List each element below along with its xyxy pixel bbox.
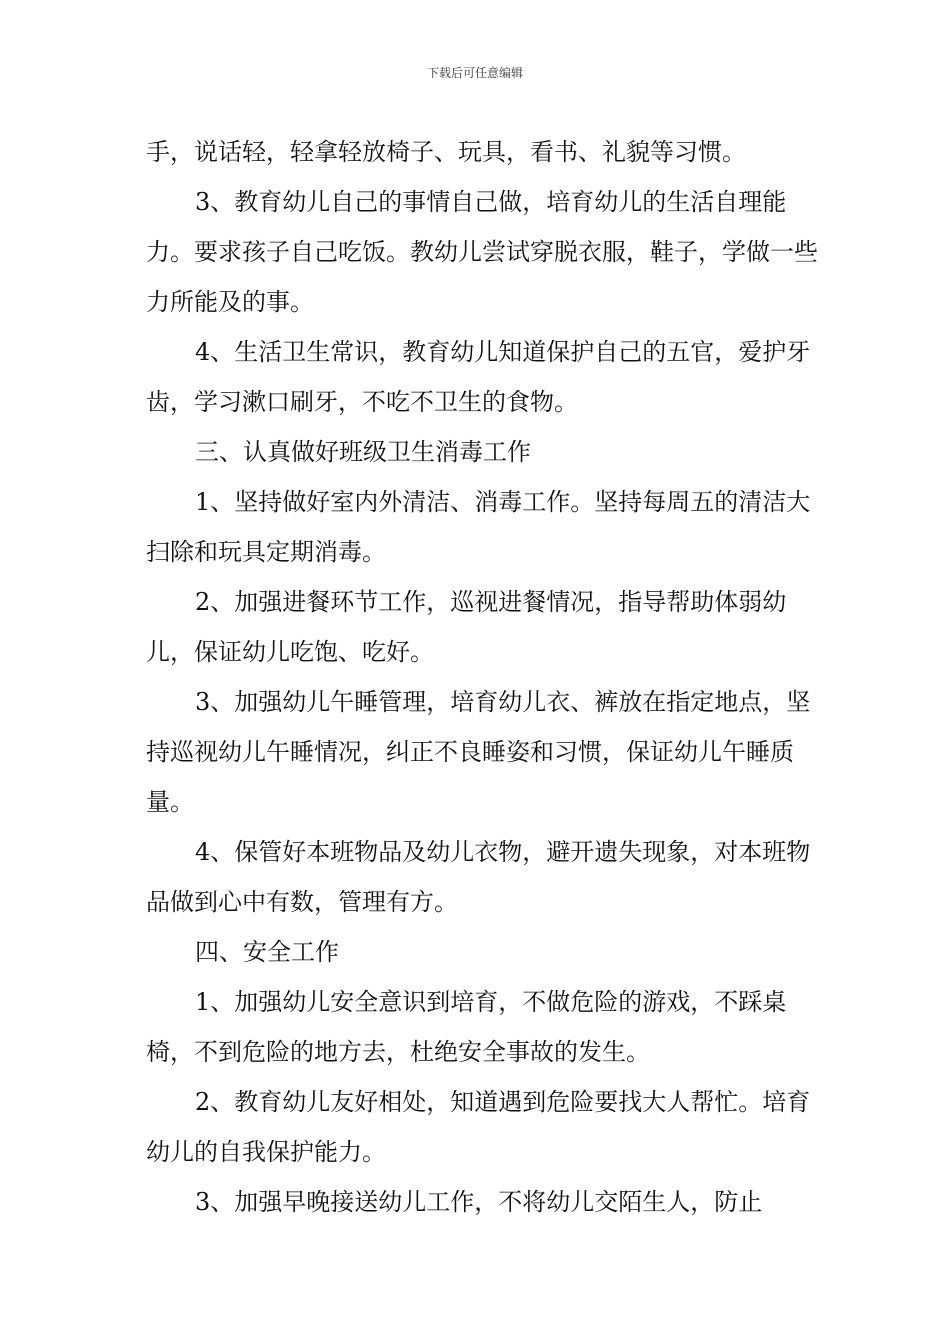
section-heading-safety: 四、安全工作: [195, 938, 339, 966]
paragraph-belongings: 4、保管好本班物品及幼儿衣物，避开遗失现象，对本班物品做到心中有数，管理有方。: [146, 838, 811, 916]
paragraph-pickup: 3、加强早晚接送幼儿工作，不将幼儿交陌生人，防止: [195, 1188, 763, 1216]
paragraph-self-protection: 2、教育幼儿友好相处，知道遇到危险要找大人帮忙。培育幼儿的自我保护能力。: [146, 1088, 811, 1166]
paragraph-cleaning: 1、坚持做好室内外清洁、消毒工作。坚持每周五的清洁大扫除和玩具定期消毒。: [146, 488, 811, 566]
paragraph-safety-awareness: 1、加强幼儿安全意识到培育，不做危险的游戏，不踩桌椅，不到危险的地方去，杜绝安全事故的发生。: [146, 988, 787, 1066]
paragraph-self-care: 3、教育幼儿自己的事情自己做，培育幼儿的生活自理能力。要求孩子自己吃饭。教幼儿尝试穿脱衣服，鞋子，学做一些力所能及的事。: [146, 188, 818, 316]
page-header: 下载后可任意编辑: [426, 66, 523, 80]
section-heading-disinfection: 三、认真做好班级卫生消毒工作: [195, 438, 531, 466]
paragraph-hygiene-knowledge: 4、生活卫生常识，教育幼儿知道保护自己的五官，爱护牙齿，学习漱口刷牙，不吃不卫生的食物。: [146, 338, 811, 416]
document-body: [146, 127, 826, 1227]
paragraph-nap: 3、加强幼儿午睡管理，培育幼儿衣、裤放在指定地点，坚持巡视幼儿午睡情况，纠正不良睡姿和习惯，保证幼儿午睡质量。: [146, 688, 811, 816]
paragraph-meals: 2、加强进餐环节工作，巡视进餐情况，指导帮助体弱幼儿，保证幼儿吃饱、吃好。: [146, 588, 787, 666]
paragraph-continuation: 手，说话轻，轻拿轻放椅子、玩具，看书、礼貌等习惯。: [146, 138, 746, 166]
